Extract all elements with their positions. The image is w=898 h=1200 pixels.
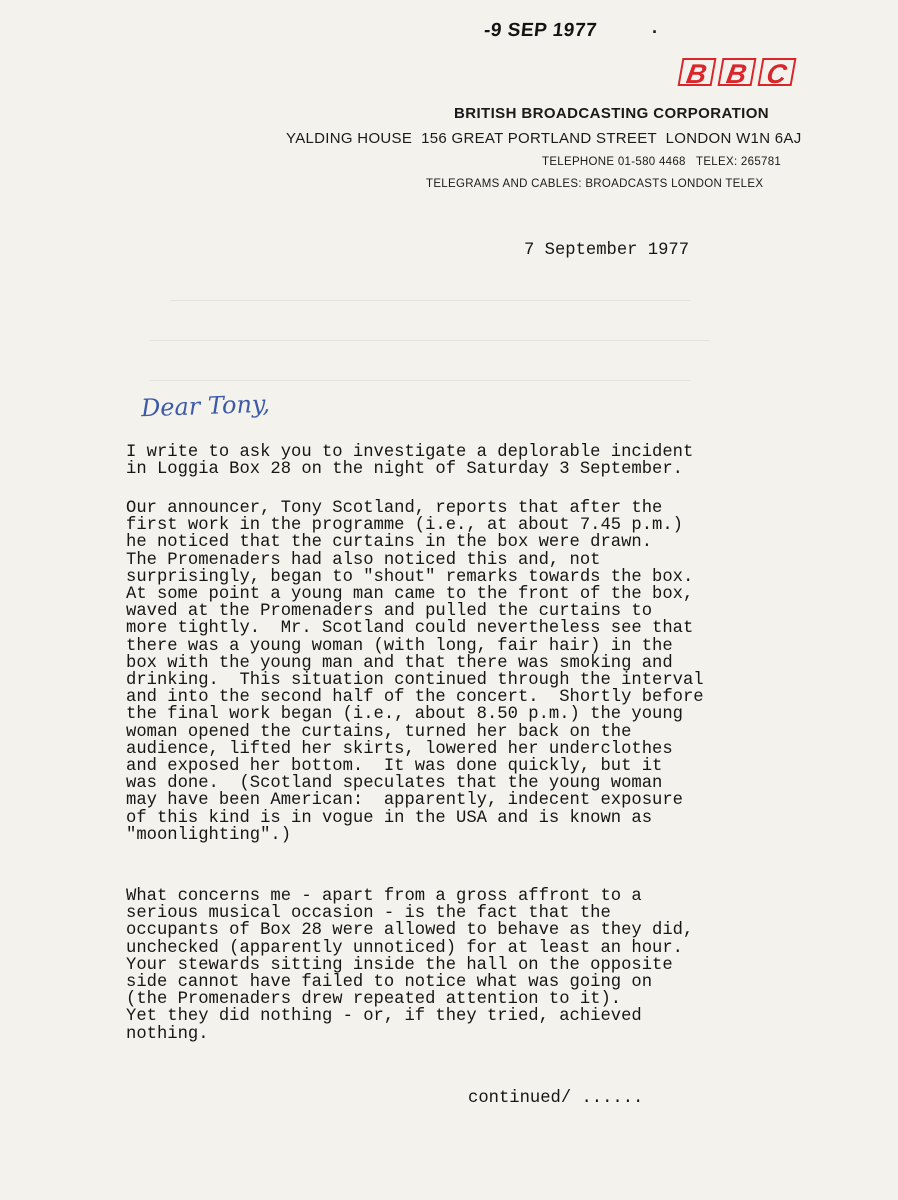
show-through-line	[170, 300, 690, 301]
bbc-logo-letter: B	[718, 58, 757, 86]
text-line: Our announcer, Tony Scotland, reports that after the	[126, 499, 663, 518]
text-line: The Promenaders had also noticed this and, not	[126, 550, 601, 570]
paragraph-1	[126, 444, 776, 478]
text-line: there was a young woman (with long, fair hair) in the	[126, 636, 673, 656]
text-line: side cannot have failed to notice what was going on	[126, 973, 653, 993]
stamp-mark: ·	[652, 22, 658, 42]
text-line: woman opened the curtains, turned her back on the	[126, 722, 632, 742]
organization-address: YALDING HOUSE 156 GREAT PORTLAND STREET LONDON W1N 6AJ	[286, 130, 802, 147]
text-line: surprisingly, began to "shout" remarks towards the box.	[126, 567, 694, 587]
paragraph-3	[126, 888, 776, 1043]
bbc-logo-letter: C	[758, 58, 797, 86]
telephone-line: TELEPHONE 01-580 4468 TELEX: 265781	[542, 156, 782, 168]
bbc-logo	[680, 58, 794, 89]
text-line: and exposed her bottom. It was done quickly, but it	[126, 757, 663, 777]
text-line: occupants of Box 28 were allowed to behave as they did,	[126, 921, 694, 941]
text-line: "moonlighting".)	[126, 825, 292, 845]
show-through-line	[150, 340, 710, 341]
text-line: more tightly. Mr. Scotland could nevertheless see that	[126, 619, 694, 639]
show-through-line	[150, 380, 690, 381]
text-line: At some point a young man came to the front of the box,	[126, 585, 694, 605]
text-line: nothing.	[126, 1024, 209, 1044]
text-line: drinking. This situation continued through the interval	[126, 671, 704, 691]
date-received-stamp: -9 SEP 1977	[482, 20, 599, 41]
text-line: of this kind is in vogue in the USA and is known as	[126, 808, 653, 828]
text-line: Yet they did nothing - or, if they tried, achieved	[126, 1007, 642, 1027]
text-line: was done. (Scotland speculates that the young woman	[126, 774, 663, 794]
text-line: waved at the Promenaders and pulled the curtains to	[126, 602, 653, 622]
text-line: audience, lifted her skirts, lowered her underclothes	[126, 739, 673, 759]
text-line: he noticed that the curtains in the box were drawn.	[126, 533, 653, 553]
text-line: box with the young man and that there was smoking and	[126, 653, 673, 673]
text-line: first work in the programme (i.e., at about 7.45 p.m.)	[126, 516, 683, 536]
bbc-logo-letter: B	[678, 58, 717, 86]
text-line: Your stewards sitting inside the hall on the opposite	[126, 955, 673, 975]
telegrams-line: TELEGRAMS AND CABLES: BROADCASTS LONDON TELEX	[426, 178, 764, 190]
text-line: the final work began (i.e., about 8.50 p.m.) the young	[126, 705, 683, 725]
organization-name: BRITISH BROADCASTING CORPORATION	[454, 105, 770, 122]
text-line: and into the second half of the concert. Shortly before	[126, 688, 704, 708]
text-line: I write to ask you to investigate a deplorable incident	[126, 443, 694, 462]
handwritten-salutation: Dear Tony,	[140, 389, 271, 423]
text-line: What concerns me - apart from a gross affront to a	[126, 887, 642, 906]
text-line: unchecked (apparently unnoticed) for at least an hour.	[126, 938, 683, 958]
paragraph-2	[126, 500, 776, 844]
continued-marker: continued/ ......	[468, 1089, 644, 1108]
text-line: may have been American: apparently, indecent exposure	[126, 791, 683, 811]
text-line: in Loggia Box 28 on the night of Saturday 3 September.	[126, 460, 683, 480]
letter-date: 7 September 1977	[524, 241, 690, 260]
text-line: serious musical occasion - is the fact that the	[126, 904, 611, 924]
text-line: (the Promenaders drew repeated attention to it).	[126, 990, 622, 1010]
